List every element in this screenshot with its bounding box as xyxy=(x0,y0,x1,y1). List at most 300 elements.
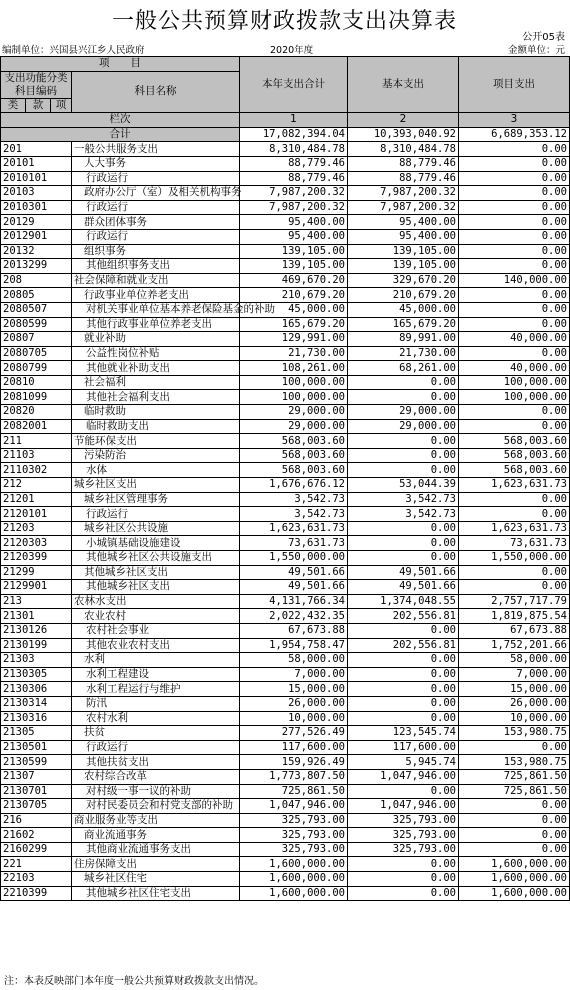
row-project: 1,752,201.66 xyxy=(459,638,570,653)
table-row xyxy=(1,784,570,799)
header-func-code: 支出功能分类 科目编码 xyxy=(1,71,72,98)
row-code: 20810 xyxy=(1,375,72,390)
table-row xyxy=(1,390,570,405)
row-basic: 95,400.00 xyxy=(348,215,459,230)
row-basic: 0.00 xyxy=(348,872,459,887)
row-project: 0.00 xyxy=(459,229,570,244)
row-name: 农业农村 xyxy=(72,609,240,624)
row-name: 其他农业农村支出 xyxy=(72,638,240,653)
table-row xyxy=(1,492,570,507)
table-row xyxy=(1,478,570,493)
row-project: 40,000.00 xyxy=(459,332,570,347)
row-name: 住房保障支出 xyxy=(72,857,240,872)
table-row xyxy=(1,346,570,361)
row-name: 行政运行 xyxy=(72,171,240,186)
row-code: 201 xyxy=(1,142,72,157)
row-code: 20807 xyxy=(1,332,72,347)
row-code: 2130316 xyxy=(1,711,72,726)
row-basic: 0.00 xyxy=(348,551,459,566)
row-name: 节能环保支出 xyxy=(72,434,240,449)
row-name: 其他组织事务支出 xyxy=(72,259,240,274)
currency-unit: 金额单位：元 xyxy=(507,45,565,56)
row-project: 0.00 xyxy=(459,200,570,215)
row-name: 城乡社区支出 xyxy=(72,478,240,493)
row-basic: 3,542.73 xyxy=(348,492,459,507)
row-basic: 8,310,484.78 xyxy=(348,142,459,157)
summary-project: 6,689,353.12 xyxy=(459,127,570,142)
row-total: 1,623,631.73 xyxy=(240,521,348,536)
table-row xyxy=(1,259,570,274)
row-basic: 210,679.20 xyxy=(348,288,459,303)
row-basic: 49,501.66 xyxy=(348,565,459,580)
row-basic: 95,400.00 xyxy=(348,229,459,244)
row-basic: 1,374,048.55 xyxy=(348,594,459,609)
table-row xyxy=(1,886,570,901)
row-code: 2130306 xyxy=(1,682,72,697)
row-project: 0.00 xyxy=(459,244,570,259)
row-project: 0.00 xyxy=(459,186,570,201)
row-project: 10,000.00 xyxy=(459,711,570,726)
table-row xyxy=(1,653,570,668)
row-code: 2130701 xyxy=(1,784,72,799)
row-project: 0.00 xyxy=(459,302,570,317)
row-code: 2081099 xyxy=(1,390,72,405)
row-name: 农村社会事业 xyxy=(72,623,240,638)
row-project: 0.00 xyxy=(459,580,570,595)
row-total: 129,991.00 xyxy=(240,332,348,347)
table-row xyxy=(1,332,570,347)
row-total: 45,000.00 xyxy=(240,302,348,317)
row-code: 221 xyxy=(1,857,72,872)
row-project: 725,861.50 xyxy=(459,784,570,799)
row-project: 153,980.75 xyxy=(459,755,570,770)
row-project: 7,000.00 xyxy=(459,667,570,682)
row-name: 行政运行 xyxy=(72,507,240,522)
summary-row xyxy=(1,127,570,142)
row-code: 21203 xyxy=(1,521,72,536)
row-project: 40,000.00 xyxy=(459,361,570,376)
compiling-unit: 编制单位：兴国县兴江乡人民政府 xyxy=(2,45,145,56)
row-code: 2120303 xyxy=(1,536,72,551)
row-total: 325,793.00 xyxy=(240,842,348,857)
row-basic: 0.00 xyxy=(348,682,459,697)
row-code: 2120101 xyxy=(1,507,72,522)
row-code: 20103 xyxy=(1,186,72,201)
row-basic: 88,779.46 xyxy=(348,156,459,171)
row-code: 21103 xyxy=(1,448,72,463)
row-code: 213 xyxy=(1,594,72,609)
table-row xyxy=(1,142,570,157)
row-name: 农林水支出 xyxy=(72,594,240,609)
table-row xyxy=(1,229,570,244)
row-basic: 89,991.00 xyxy=(348,332,459,347)
row-project: 0.00 xyxy=(459,419,570,434)
table-row xyxy=(1,726,570,741)
row-name: 水利 xyxy=(72,653,240,668)
header-project-exp: 项目支出 xyxy=(459,57,570,113)
row-basic: 53,044.39 xyxy=(348,478,459,493)
row-total: 139,105.00 xyxy=(240,244,348,259)
row-basic: 325,793.00 xyxy=(348,842,459,857)
header-col1: 1 xyxy=(240,113,348,128)
header-col2: 2 xyxy=(348,113,459,128)
row-name: 对村级一事一议的补助 xyxy=(72,784,240,799)
row-code: 21307 xyxy=(1,769,72,784)
row-code: 2130126 xyxy=(1,623,72,638)
header-basic: 基本支出 xyxy=(348,57,459,113)
row-basic: 3,542.73 xyxy=(348,507,459,522)
row-project: 725,861.50 xyxy=(459,769,570,784)
row-total: 7,987,200.32 xyxy=(240,200,348,215)
row-project: 1,819,875.54 xyxy=(459,609,570,624)
row-code: 2130501 xyxy=(1,740,72,755)
table-row xyxy=(1,755,570,770)
row-basic: 165,679.20 xyxy=(348,317,459,332)
row-code: 21305 xyxy=(1,726,72,741)
row-total: 117,600.00 xyxy=(240,740,348,755)
row-code: 2210399 xyxy=(1,886,72,901)
row-project: 153,980.75 xyxy=(459,726,570,741)
row-name: 城乡社区管理事务 xyxy=(72,492,240,507)
row-total: 7,000.00 xyxy=(240,667,348,682)
row-code: 212 xyxy=(1,478,72,493)
row-code: 2010101 xyxy=(1,171,72,186)
row-total: 3,542.73 xyxy=(240,507,348,522)
row-code: 2013299 xyxy=(1,259,72,274)
table-row xyxy=(1,156,570,171)
row-project: 2,757,717.79 xyxy=(459,594,570,609)
row-name: 其他行政事业单位养老支出 xyxy=(72,317,240,332)
table-row xyxy=(1,317,570,332)
row-code: 2080599 xyxy=(1,317,72,332)
row-project: 0.00 xyxy=(459,346,570,361)
row-name: 农村水利 xyxy=(72,711,240,726)
row-basic: 0.00 xyxy=(348,448,459,463)
row-project: 1,600,000.00 xyxy=(459,872,570,887)
row-code: 2080705 xyxy=(1,346,72,361)
row-project: 1,550,000.00 xyxy=(459,551,570,566)
row-total: 3,542.73 xyxy=(240,492,348,507)
row-code: 2082001 xyxy=(1,419,72,434)
row-name: 污染防治 xyxy=(72,448,240,463)
row-total: 88,779.46 xyxy=(240,156,348,171)
row-name: 防汛 xyxy=(72,696,240,711)
row-basic: 0.00 xyxy=(348,623,459,638)
table-row xyxy=(1,623,570,638)
row-basic: 0.00 xyxy=(348,711,459,726)
row-basic: 0.00 xyxy=(348,667,459,682)
row-total: 26,000.00 xyxy=(240,696,348,711)
table-row xyxy=(1,872,570,887)
row-project: 0.00 xyxy=(459,799,570,814)
row-name: 组织事务 xyxy=(72,244,240,259)
row-project: 100,000.00 xyxy=(459,390,570,405)
row-total: 725,861.50 xyxy=(240,784,348,799)
row-total: 325,793.00 xyxy=(240,813,348,828)
row-basic: 0.00 xyxy=(348,857,459,872)
row-total: 165,679.20 xyxy=(240,317,348,332)
row-basic: 0.00 xyxy=(348,390,459,405)
row-name: 行政运行 xyxy=(72,229,240,244)
header-row-no: 栏次 xyxy=(1,113,240,128)
table-row xyxy=(1,828,570,843)
row-total: 8,310,484.78 xyxy=(240,142,348,157)
table-row xyxy=(1,609,570,624)
table-row xyxy=(1,448,570,463)
table-row xyxy=(1,769,570,784)
row-basic: 0.00 xyxy=(348,653,459,668)
row-code: 2130305 xyxy=(1,667,72,682)
row-name: 水利工程运行与维护 xyxy=(72,682,240,697)
row-total: 2,022,432.35 xyxy=(240,609,348,624)
row-code: 21303 xyxy=(1,653,72,668)
row-basic: 117,600.00 xyxy=(348,740,459,755)
row-total: 1,600,000.00 xyxy=(240,886,348,901)
table-row xyxy=(1,288,570,303)
row-code: 2110302 xyxy=(1,463,72,478)
row-project: 100,000.00 xyxy=(459,375,570,390)
table-row xyxy=(1,594,570,609)
row-basic: 139,105.00 xyxy=(348,259,459,274)
row-code: 2129901 xyxy=(1,580,72,595)
row-project: 0.00 xyxy=(459,565,570,580)
row-basic: 202,556.81 xyxy=(348,609,459,624)
row-total: 568,003.60 xyxy=(240,434,348,449)
row-code: 21301 xyxy=(1,609,72,624)
row-name: 小城镇基础设施建设 xyxy=(72,536,240,551)
report-meta xyxy=(0,42,569,56)
row-name: 社会保障和就业支出 xyxy=(72,273,240,288)
row-total: 58,000.00 xyxy=(240,653,348,668)
row-name: 城乡社区公共设施 xyxy=(72,521,240,536)
row-total: 15,000.00 xyxy=(240,682,348,697)
row-name: 水利工程建设 xyxy=(72,667,240,682)
report-title: 一般公共预算财政拨款支出决算表 xyxy=(111,9,457,34)
row-project: 0.00 xyxy=(459,842,570,857)
row-name: 对机关事业单位基本养老保险基金的补助 xyxy=(72,302,240,317)
row-total: 277,526.49 xyxy=(240,726,348,741)
row-project: 1,623,631.73 xyxy=(459,521,570,536)
summary-basic: 10,393,040.92 xyxy=(348,127,459,142)
row-name: 其他商业流通事务支出 xyxy=(72,842,240,857)
row-total: 95,400.00 xyxy=(240,215,348,230)
row-basic: 29,000.00 xyxy=(348,405,459,420)
table-row xyxy=(1,434,570,449)
row-basic: 139,105.00 xyxy=(348,244,459,259)
row-project: 0.00 xyxy=(459,813,570,828)
row-total: 568,003.60 xyxy=(240,448,348,463)
row-total: 10,000.00 xyxy=(240,711,348,726)
header-xiang: 项 xyxy=(51,98,72,113)
table-row xyxy=(1,580,570,595)
row-total: 469,670.20 xyxy=(240,273,348,288)
table-row xyxy=(1,521,570,536)
row-total: 1,773,807.50 xyxy=(240,769,348,784)
table-row xyxy=(1,711,570,726)
row-total: 210,679.20 xyxy=(240,288,348,303)
row-basic: 0.00 xyxy=(348,784,459,799)
row-code: 216 xyxy=(1,813,72,828)
row-project: 58,000.00 xyxy=(459,653,570,668)
table-row xyxy=(1,696,570,711)
row-code: 2130199 xyxy=(1,638,72,653)
row-basic: 0.00 xyxy=(348,521,459,536)
row-basic: 0.00 xyxy=(348,886,459,901)
row-code: 20132 xyxy=(1,244,72,259)
row-basic: 68,261.00 xyxy=(348,361,459,376)
table-row xyxy=(1,551,570,566)
table-row xyxy=(1,857,570,872)
row-code: 2130705 xyxy=(1,799,72,814)
row-name: 一般公共服务支出 xyxy=(72,142,240,157)
row-project: 0.00 xyxy=(459,156,570,171)
row-basic: 325,793.00 xyxy=(348,828,459,843)
row-name: 群众团体事务 xyxy=(72,215,240,230)
table-row xyxy=(1,842,570,857)
row-name: 人大事务 xyxy=(72,156,240,171)
header-row-project xyxy=(1,57,570,72)
row-project: 0.00 xyxy=(459,259,570,274)
row-project: 568,003.60 xyxy=(459,463,570,478)
table-row xyxy=(1,244,570,259)
header-project: 项 目 xyxy=(1,57,240,72)
row-project: 0.00 xyxy=(459,828,570,843)
row-total: 88,779.46 xyxy=(240,171,348,186)
form-number: 公开05表 xyxy=(522,32,565,43)
row-name: 其他扶贫支出 xyxy=(72,755,240,770)
row-name: 公益性岗位补贴 xyxy=(72,346,240,361)
row-basic: 0.00 xyxy=(348,536,459,551)
report-year: 2020年度 xyxy=(270,45,314,56)
row-name: 水体 xyxy=(72,463,240,478)
row-basic: 202,556.81 xyxy=(348,638,459,653)
row-name: 临时救助 xyxy=(72,405,240,420)
row-basic: 7,987,200.32 xyxy=(348,186,459,201)
row-project: 568,003.60 xyxy=(459,434,570,449)
row-name: 其他城乡社区公共设施支出 xyxy=(72,551,240,566)
header-lei: 类 xyxy=(1,98,26,113)
table-row xyxy=(1,302,570,317)
row-total: 100,000.00 xyxy=(240,375,348,390)
row-basic: 1,047,946.00 xyxy=(348,769,459,784)
row-code: 22103 xyxy=(1,872,72,887)
row-code: 2080799 xyxy=(1,361,72,376)
row-total: 108,261.00 xyxy=(240,361,348,376)
row-basic: 329,670.20 xyxy=(348,273,459,288)
table-row xyxy=(1,740,570,755)
row-basic: 0.00 xyxy=(348,434,459,449)
row-basic: 1,047,946.00 xyxy=(348,799,459,814)
table-row xyxy=(1,273,570,288)
row-basic: 29,000.00 xyxy=(348,419,459,434)
row-code: 2120399 xyxy=(1,551,72,566)
table-row xyxy=(1,507,570,522)
row-project: 0.00 xyxy=(459,317,570,332)
row-name: 其他城乡社区支出 xyxy=(72,580,240,595)
row-project: 0.00 xyxy=(459,405,570,420)
row-total: 29,000.00 xyxy=(240,405,348,420)
row-name: 商业流通事务 xyxy=(72,828,240,843)
row-total: 49,501.66 xyxy=(240,580,348,595)
row-name: 其他社会福利支出 xyxy=(72,390,240,405)
row-total: 7,987,200.32 xyxy=(240,186,348,201)
table-row xyxy=(1,200,570,215)
row-total: 49,501.66 xyxy=(240,565,348,580)
table-row xyxy=(1,536,570,551)
table-row xyxy=(1,682,570,697)
row-total: 1,550,000.00 xyxy=(240,551,348,566)
row-total: 100,000.00 xyxy=(240,390,348,405)
row-name: 临时救助支出 xyxy=(72,419,240,434)
row-name: 就业补助 xyxy=(72,332,240,347)
table-row xyxy=(1,463,570,478)
table-row xyxy=(1,405,570,420)
row-total: 1,047,946.00 xyxy=(240,799,348,814)
row-project: 0.00 xyxy=(459,142,570,157)
row-total: 4,131,766.34 xyxy=(240,594,348,609)
table-row xyxy=(1,171,570,186)
row-code: 2160299 xyxy=(1,842,72,857)
header-item-name: 科目名称 xyxy=(72,71,240,113)
row-basic: 49,501.66 xyxy=(348,580,459,595)
row-code: 2080507 xyxy=(1,302,72,317)
row-total: 67,673.88 xyxy=(240,623,348,638)
table-row xyxy=(1,215,570,230)
row-code: 20101 xyxy=(1,156,72,171)
row-project: 15,000.00 xyxy=(459,682,570,697)
row-code: 2130314 xyxy=(1,696,72,711)
row-project: 73,631.73 xyxy=(459,536,570,551)
row-name: 行政运行 xyxy=(72,740,240,755)
row-project: 1,600,000.00 xyxy=(459,886,570,901)
row-project: 0.00 xyxy=(459,215,570,230)
row-code: 21299 xyxy=(1,565,72,580)
row-project: 140,000.00 xyxy=(459,273,570,288)
footnote: 注：本表反映部门本年度一般公共预算财政拨款支出情况。 xyxy=(4,976,264,987)
row-project: 0.00 xyxy=(459,740,570,755)
row-code: 20820 xyxy=(1,405,72,420)
row-name: 农村综合改革 xyxy=(72,769,240,784)
row-code: 2130599 xyxy=(1,755,72,770)
row-total: 73,631.73 xyxy=(240,536,348,551)
row-basic: 0.00 xyxy=(348,375,459,390)
row-code: 20129 xyxy=(1,215,72,230)
row-basic: 325,793.00 xyxy=(348,813,459,828)
row-basic: 21,730.00 xyxy=(348,346,459,361)
header-row-colno xyxy=(1,113,570,128)
row-name: 对村民委员会和村党支部的补助 xyxy=(72,799,240,814)
row-name: 行政运行 xyxy=(72,200,240,215)
row-code: 20805 xyxy=(1,288,72,303)
row-project: 0.00 xyxy=(459,492,570,507)
row-total: 139,105.00 xyxy=(240,259,348,274)
row-total: 29,000.00 xyxy=(240,419,348,434)
row-name: 商业服务业等支出 xyxy=(72,813,240,828)
row-project: 67,673.88 xyxy=(459,623,570,638)
row-basic: 88,779.46 xyxy=(348,171,459,186)
table-row xyxy=(1,813,570,828)
row-name: 其他城乡社区住宅支出 xyxy=(72,886,240,901)
row-code: 21201 xyxy=(1,492,72,507)
table-row xyxy=(1,565,570,580)
header-kuan: 款 xyxy=(26,98,51,113)
row-project: 0.00 xyxy=(459,171,570,186)
row-total: 1,600,000.00 xyxy=(240,872,348,887)
row-total: 1,954,758.47 xyxy=(240,638,348,653)
row-code: 2010301 xyxy=(1,200,72,215)
row-project: 0.00 xyxy=(459,507,570,522)
table-row xyxy=(1,361,570,376)
